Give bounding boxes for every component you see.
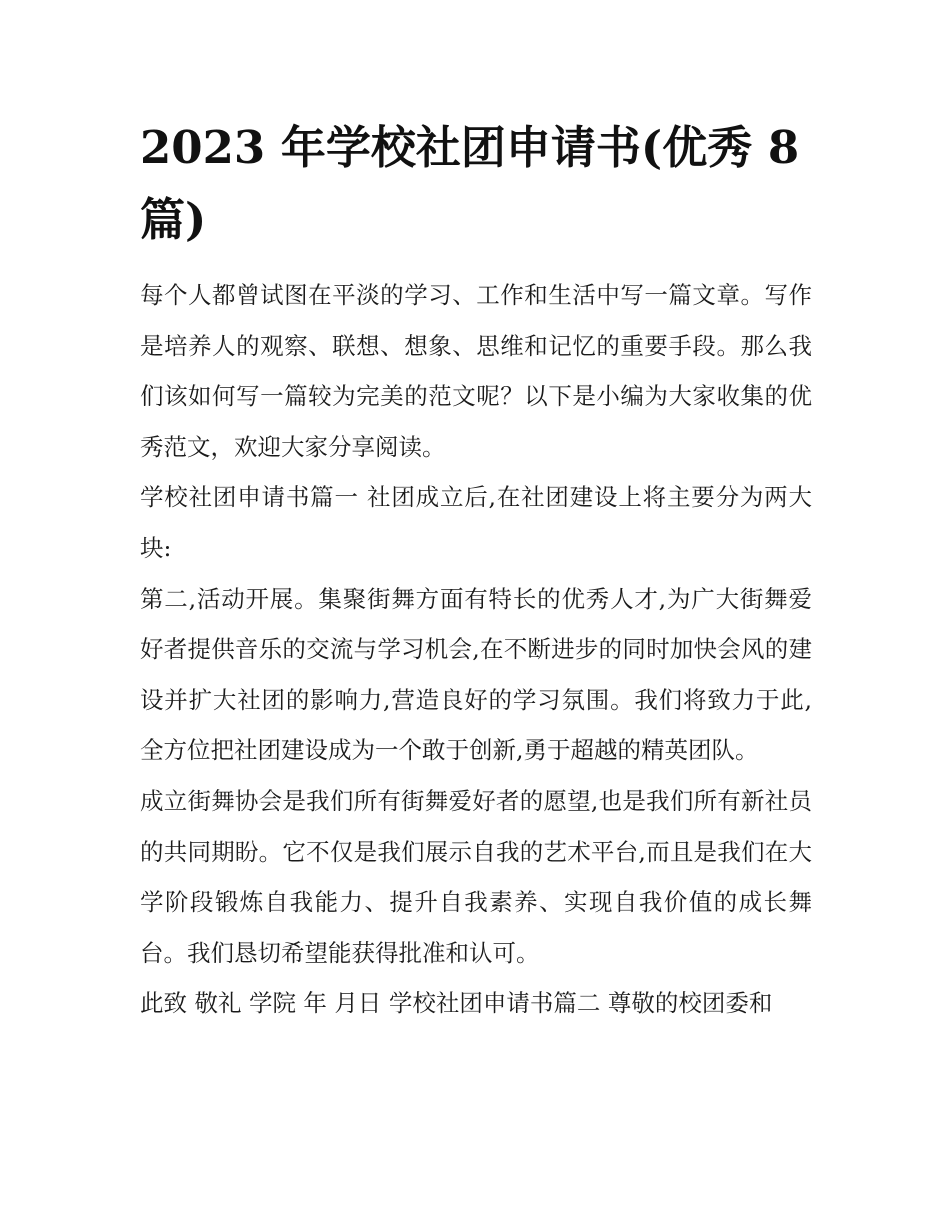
paragraph-closing: 此致 敬礼 学院 年 月日 学校社团申请书篇二 尊敬的校团委和 [140, 989, 773, 1018]
paragraph-activities: 第二,活动开展。集聚街舞方面有特长的优秀人才,为广大街舞爱好者提供音乐的交流与学习机会,在不断进步的同时加快会风的建设并扩大社团的影响力,营造良好的学习氛围。我们将致力于此,全方位把社团建设成为一个敢于创新,勇于超越的精英团队。 [140, 584, 812, 765]
document-title: 2023 年学校社团申请书(优秀 8 篇) [140, 121, 800, 246]
document-content [140, 112, 812, 1029]
document-body [140, 270, 812, 1029]
paragraph-wish: 成立街舞协会是我们所有街舞爱好者的愿望,也是我们所有新社员的共同期盼。它不仅是我们展示自我的艺术平台,而且是我们在大学阶段锻炼自我能力、提升自我素养、实现自我价值的成长舞台。我们恳切希望能获得批准和认可。 [140, 786, 812, 967]
paragraph-article-one-lead: 学校社团申请书篇一 社团成立后,在社团建设上将主要分为两大块: [140, 483, 812, 562]
paragraph-intro: 每个人都曾试图在平淡的学习、工作和生活中写一篇文章。写作是培养人的观察、联想、想象、思维和记忆的重要手段。那么我们该如何写一篇较为完美的范文呢？以下是小编为大家收集的优秀范文，欢迎大家分享阅读。 [140, 281, 812, 461]
